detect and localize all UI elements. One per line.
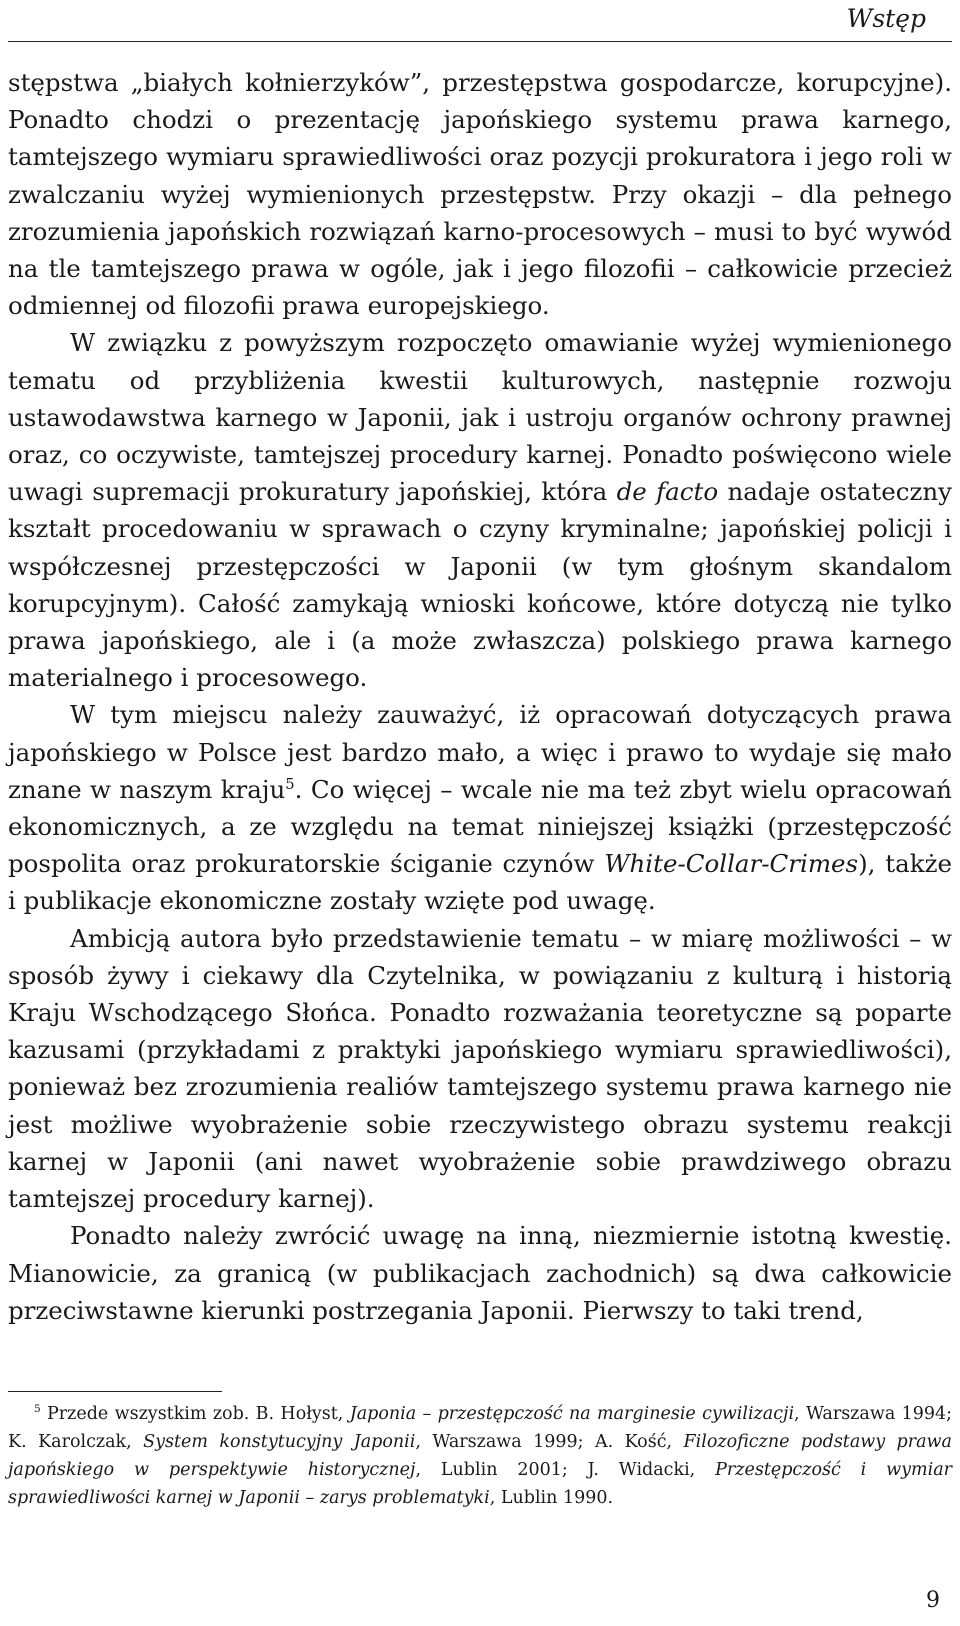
paragraph bbox=[8, 324, 952, 696]
footnote-text: , Lublin 1990. bbox=[489, 1488, 614, 1508]
footnote-divider bbox=[8, 1391, 222, 1392]
footnote-title: Filozoficzne podstawy prawa japońskiego w perspektywie historycznej bbox=[8, 1432, 952, 1480]
paragraph-text: Ponadto należy zwrócić uwagę na inną, niezmiernie istotną kwestię. Mianowicie, za granicą (w publikacjach zachodnich) są dwa całkowicie przeciwstawne kierunki postrzegania Japonii. Pierwszy to taki trend, bbox=[8, 1221, 952, 1325]
paragraph-text: W tym miejscu należy zauważyć, iż opracowań dotyczących prawa japońskiego w Polsce jest bardzo mało, a więc i prawo to wydaje się mało znane w naszym kraju bbox=[8, 700, 952, 804]
paragraph bbox=[8, 64, 952, 324]
paragraph-text: W związku z powyższym rozpoczęto omawianie wyżej wymienionego tematu od przybliżenia kwestii kulturowych, następnie rozwoju ustawodawstwa karnego w Japonii, jak i ustroju organów ochrony prawnej oraz, co oczywiste, tamtejszej procedury karnej. Ponadto poświęcono wiele uwagi supremacji prokuratury japońskiej, która bbox=[8, 328, 952, 507]
paragraph bbox=[8, 696, 952, 919]
italic-term: de facto bbox=[616, 477, 719, 507]
footnote-reference: 5 bbox=[285, 775, 295, 793]
footnote-title: Przestępczość i wymiar sprawiedliwości karnej w Japonii – zarys problematyki bbox=[8, 1460, 952, 1508]
header-divider bbox=[8, 41, 952, 42]
paragraph-text: ), także i publikacje ekonomiczne zostały wzięte pod uwagę. bbox=[8, 849, 953, 916]
paragraph-text: . Co więcej – wcale nie ma też zbyt wielu opracowań ekonomicznych, a ze względu na temat niniejszej książki (przestępczość pospolita oraz prokuratorskie ściganie czynów bbox=[8, 774, 953, 879]
footnote-title: Japonia – przestępczość na marginesie cywilizacji bbox=[349, 1404, 795, 1424]
paragraph-text: nadaje ostateczny kształt procedowaniu w sprawach o czyny kryminalne; japońskiej policji i współczesnej przestępczości w Japonii (w tym głośnym skandalom korupcyjnym). Całość zamykają wnioski końcowe, które dotyczą nie tylko prawa japońskiego, ale i (a może zwłaszcza) polskiego prawa karnego materialnego i procesowego. bbox=[8, 477, 952, 693]
footnote-text: Przede wszystkim zob. B. Hołyst, bbox=[40, 1404, 350, 1424]
footnote-number: 5 bbox=[34, 1403, 41, 1416]
running-header: Wstęp bbox=[846, 4, 926, 33]
italic-term: White-Collar-Crimes bbox=[604, 849, 859, 879]
footnote-text: , Warszawa 1999; A. Kość, bbox=[415, 1432, 684, 1452]
paragraph-text: stępstwa „białych kołnierzyków”, przestępstwa gospodarcze, korupcyjne). Ponadto chodzi o prezentację japońskiego systemu prawa karnego, tamtejszego wymiaru sprawiedliwości oraz pozycji prokuratora i jego roli w zwalczaniu wyżej wymienionych przestępstw. Przy okazji – dla pełnego zrozumienia japońskich rozwiązań karno-procesowych – musi to być wywód na tle tamtejszego prawa w ogóle, jak i jego filozofii – całkowicie przecież odmiennej od filozofii prawa europejskiego. bbox=[8, 68, 952, 321]
paragraph-text: Ambicją autora było przedstawienie tematu – w miarę możliwości – w sposób żywy i ciekawy dla Czytelnika, w powiązaniu z kulturą i historią Kraju Wschodzącego Słońca. Ponadto rozważania teoretyczne są poparte kazusami (przykładami z praktyki japońskiego wymiaru sprawiedliwości), ponieważ bez zrozumienia realiów tamtejszego systemu prawa karnego nie jest możliwe wyobrażenie sobie rzeczywistego obrazu systemu reakcji karnej w Japonii (ani nawet wyobrażenie sobie prawdziwego obrazu tamtejszej procedury karnej). bbox=[8, 923, 952, 1214]
paragraph bbox=[8, 920, 952, 1218]
page-number: 9 bbox=[926, 1588, 940, 1613]
footnote bbox=[8, 1400, 952, 1512]
body-text bbox=[8, 64, 952, 1329]
footnote-text: , Warszawa 1994; K. Karolczak, bbox=[8, 1404, 953, 1452]
footnote-text: , Lublin 2001; J. Widacki, bbox=[415, 1460, 716, 1480]
paragraph bbox=[8, 1217, 952, 1329]
footnote-title: System konstytucyjny Japonii bbox=[143, 1432, 416, 1452]
